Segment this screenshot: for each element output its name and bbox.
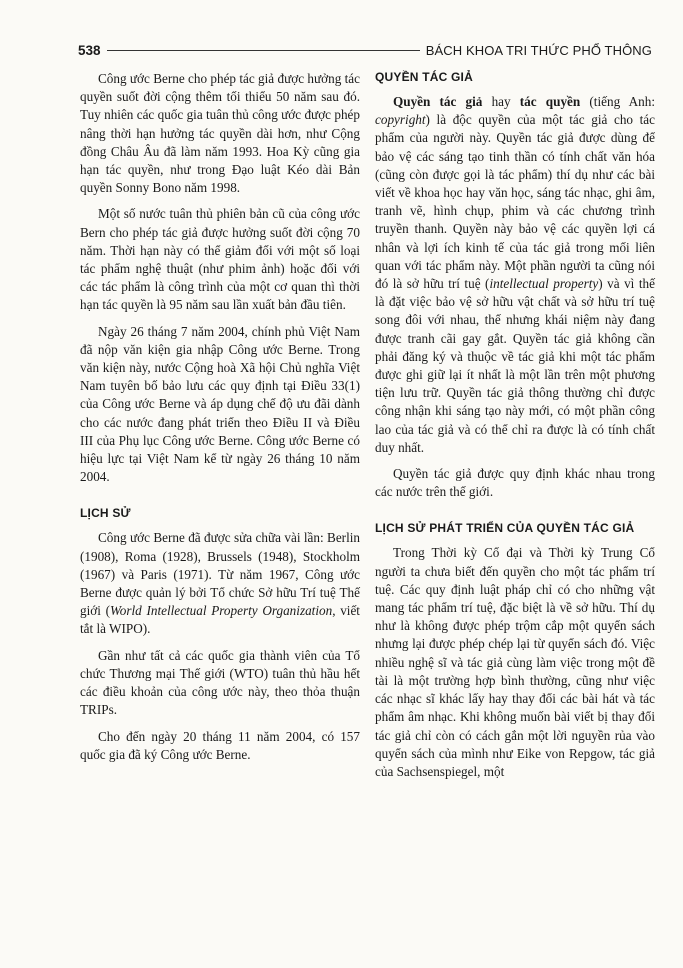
header-rule bbox=[107, 50, 420, 51]
paragraph: Cho đến ngày 20 tháng 11 năm 2004, có 157 quốc gia đã ký Công ước Berne. bbox=[80, 728, 360, 762]
section-heading-copyright: QUYỀN TÁC GIẢ bbox=[375, 70, 473, 84]
italic-term: copyright bbox=[375, 112, 426, 128]
running-title: BÁCH KHOA TRI THỨC PHỔ THÔNG bbox=[425, 42, 652, 58]
paragraph: Quyền tác giả hay tác quyền (tiếng Anh: copyright) là độc quyền của một tác giả cho tác phẩm của người này. Quyền tác giả được dùng để bảo vệ các sáng tạo tinh thần có tính chất văn hóa (cũng còn được gọi là tác phẩm) thí dụ như các bài viết về khoa học hay văn học, sáng tác nhạc, ghi âm, tranh vẽ, hình chụp, phim và các chương trình truyền thanh. Quyền này bảo vệ các quyền lợi cá nhân và lợi ích kinh tế của tác giả trong mối liên quan với tác phẩm này. Một phần người ta cũng nói đó là sở hữu trí tuệ (intellectual property) và vì thế là đặt việc bảo vệ sở hữu vật chất và sở hữu trí tuệ song đôi với nhau, thế nhưng khái niệm này đang được tranh cãi gay gắt. Quyền tác giả không cần phải đăng ký và thuộc về tác giả khi một tác phẩm được ghi giữ lại ít nhất là một lần trên một phương tiện lưu trữ. Quyền tác giả thông thường chỉ được công nhận khi sáng tạo này mới, có một phần công lao của tác giả và có thể chỉ ra được là có tính chất duy nhất. bbox=[375, 94, 655, 455]
section-heading-history: LỊCH SỬ bbox=[80, 506, 131, 521]
paragraph: Gần như tất cả các quốc gia thành viên của Tổ chức Thương mại Thế giới (WTO) tuân thủ hầu hết các điều khoản của công ước này, theo thỏa thuận TRIPs. bbox=[80, 647, 360, 718]
paragraph: Ngày 26 tháng 7 năm 2004, chính phủ Việt Nam đã nộp văn kiện gia nhập Công ước Berne. Trong văn kiện này, nước Cộng hoà Xã hội Chủ nghĩa Việt Nam tuyên bố bảo lưu các quy định tại Điều 33(1) của Công ước Berne và áp dụng chế độ ưu đãi dành cho các nước đang phát triển theo Điều II và Điều III của Phụ lục Công ước Berne. Công ước Berne có hiệu lực tại Việt Nam kể từ ngày 26 tháng 10 năm 2004. bbox=[80, 323, 360, 485]
italic-term: World Intellectual Property Organization bbox=[110, 603, 333, 619]
paragraph: Một số nước tuân thủ phiên bản cũ của công ước Bern cho phép tác giả được hưởng suốt đời cộng 70 năm. Thời hạn này có thể giảm đối với một số loại tác phẩm nghệ thuật (như phim ảnh) hoặc đối với các tác phẩm là công trình của một cơ quan thì thời hạn tác quyền là 95 năm sau lần xuất bản đầu tiên. bbox=[80, 206, 360, 313]
page-header bbox=[78, 40, 652, 60]
paragraph: Công ước Berne đã được sửa chữa vài lần: Berlin (1908), Roma (1928), Brussels (1948), Stockholm (1967) và Paris (1971). Từ năm 1967, Công ước Berne được quản lý bởi Tổ chức Sở hữu Trí tuệ Thế giới (World Intellectual Property Organization, viết tắt là WIPO). bbox=[80, 530, 360, 637]
page-number: 538 bbox=[78, 42, 101, 58]
section-heading-development: LỊCH SỬ PHÁT TRIỂN CỦA QUYỀN TÁC GIẢ bbox=[375, 521, 635, 536]
left-column bbox=[80, 70, 360, 772]
italic-term: intellectual property bbox=[489, 276, 599, 292]
paragraph: Trong Thời kỳ Cổ đại và Thời kỳ Trung Cổ người ta chưa biết đến quyền cho một tác phẩm trí tuệ. Các quy định luật pháp chỉ có cho những vật mang tác phẩm trí tuệ, đặc biệt là về sở hữu. Thí dụ như là không được phép trộm cắp một quyển sách nhưng lại được phép chép lại từ quyển sách đó. Việc nhiều nghệ sĩ và tác giả cùng làm việc trong một đề tài là một trường hợp bình thường, cũng như việc các nhạc sĩ khác lấy hay thay đổi các bài hát và tác phẩm âm nhạc. Khi không muốn bài viết bị thay đổi tác giả chỉ còn có cách gắn một lời nguyền rủa vào quyển sách của mình như Eike von Repgow, tác giả của Sachsenspiegel, một bbox=[375, 545, 655, 779]
paragraph: Quyền tác giả được quy định khác nhau trong các nước trên thế giới. bbox=[375, 466, 655, 500]
right-column bbox=[375, 70, 655, 789]
paragraph: Công ước Berne cho phép tác giả được hưởng tác quyền suốt đời cộng thêm tối thiểu 50 năm sau đó. Tuy nhiên các quốc gia tuân thủ công ước được phép nâng thời hạn hưởng tác quyền dài hơn, như Cộng đồng Châu Âu đã làm năm 1993. Hoa Kỳ cũng gia hạn tác quyền, như trong Đạo luật Kéo dài Bản quyền Sonny Bono năm 1998. bbox=[80, 71, 360, 196]
bold-term: Quyền tác giả bbox=[393, 94, 483, 109]
bold-term: tác quyền bbox=[519, 94, 581, 109]
